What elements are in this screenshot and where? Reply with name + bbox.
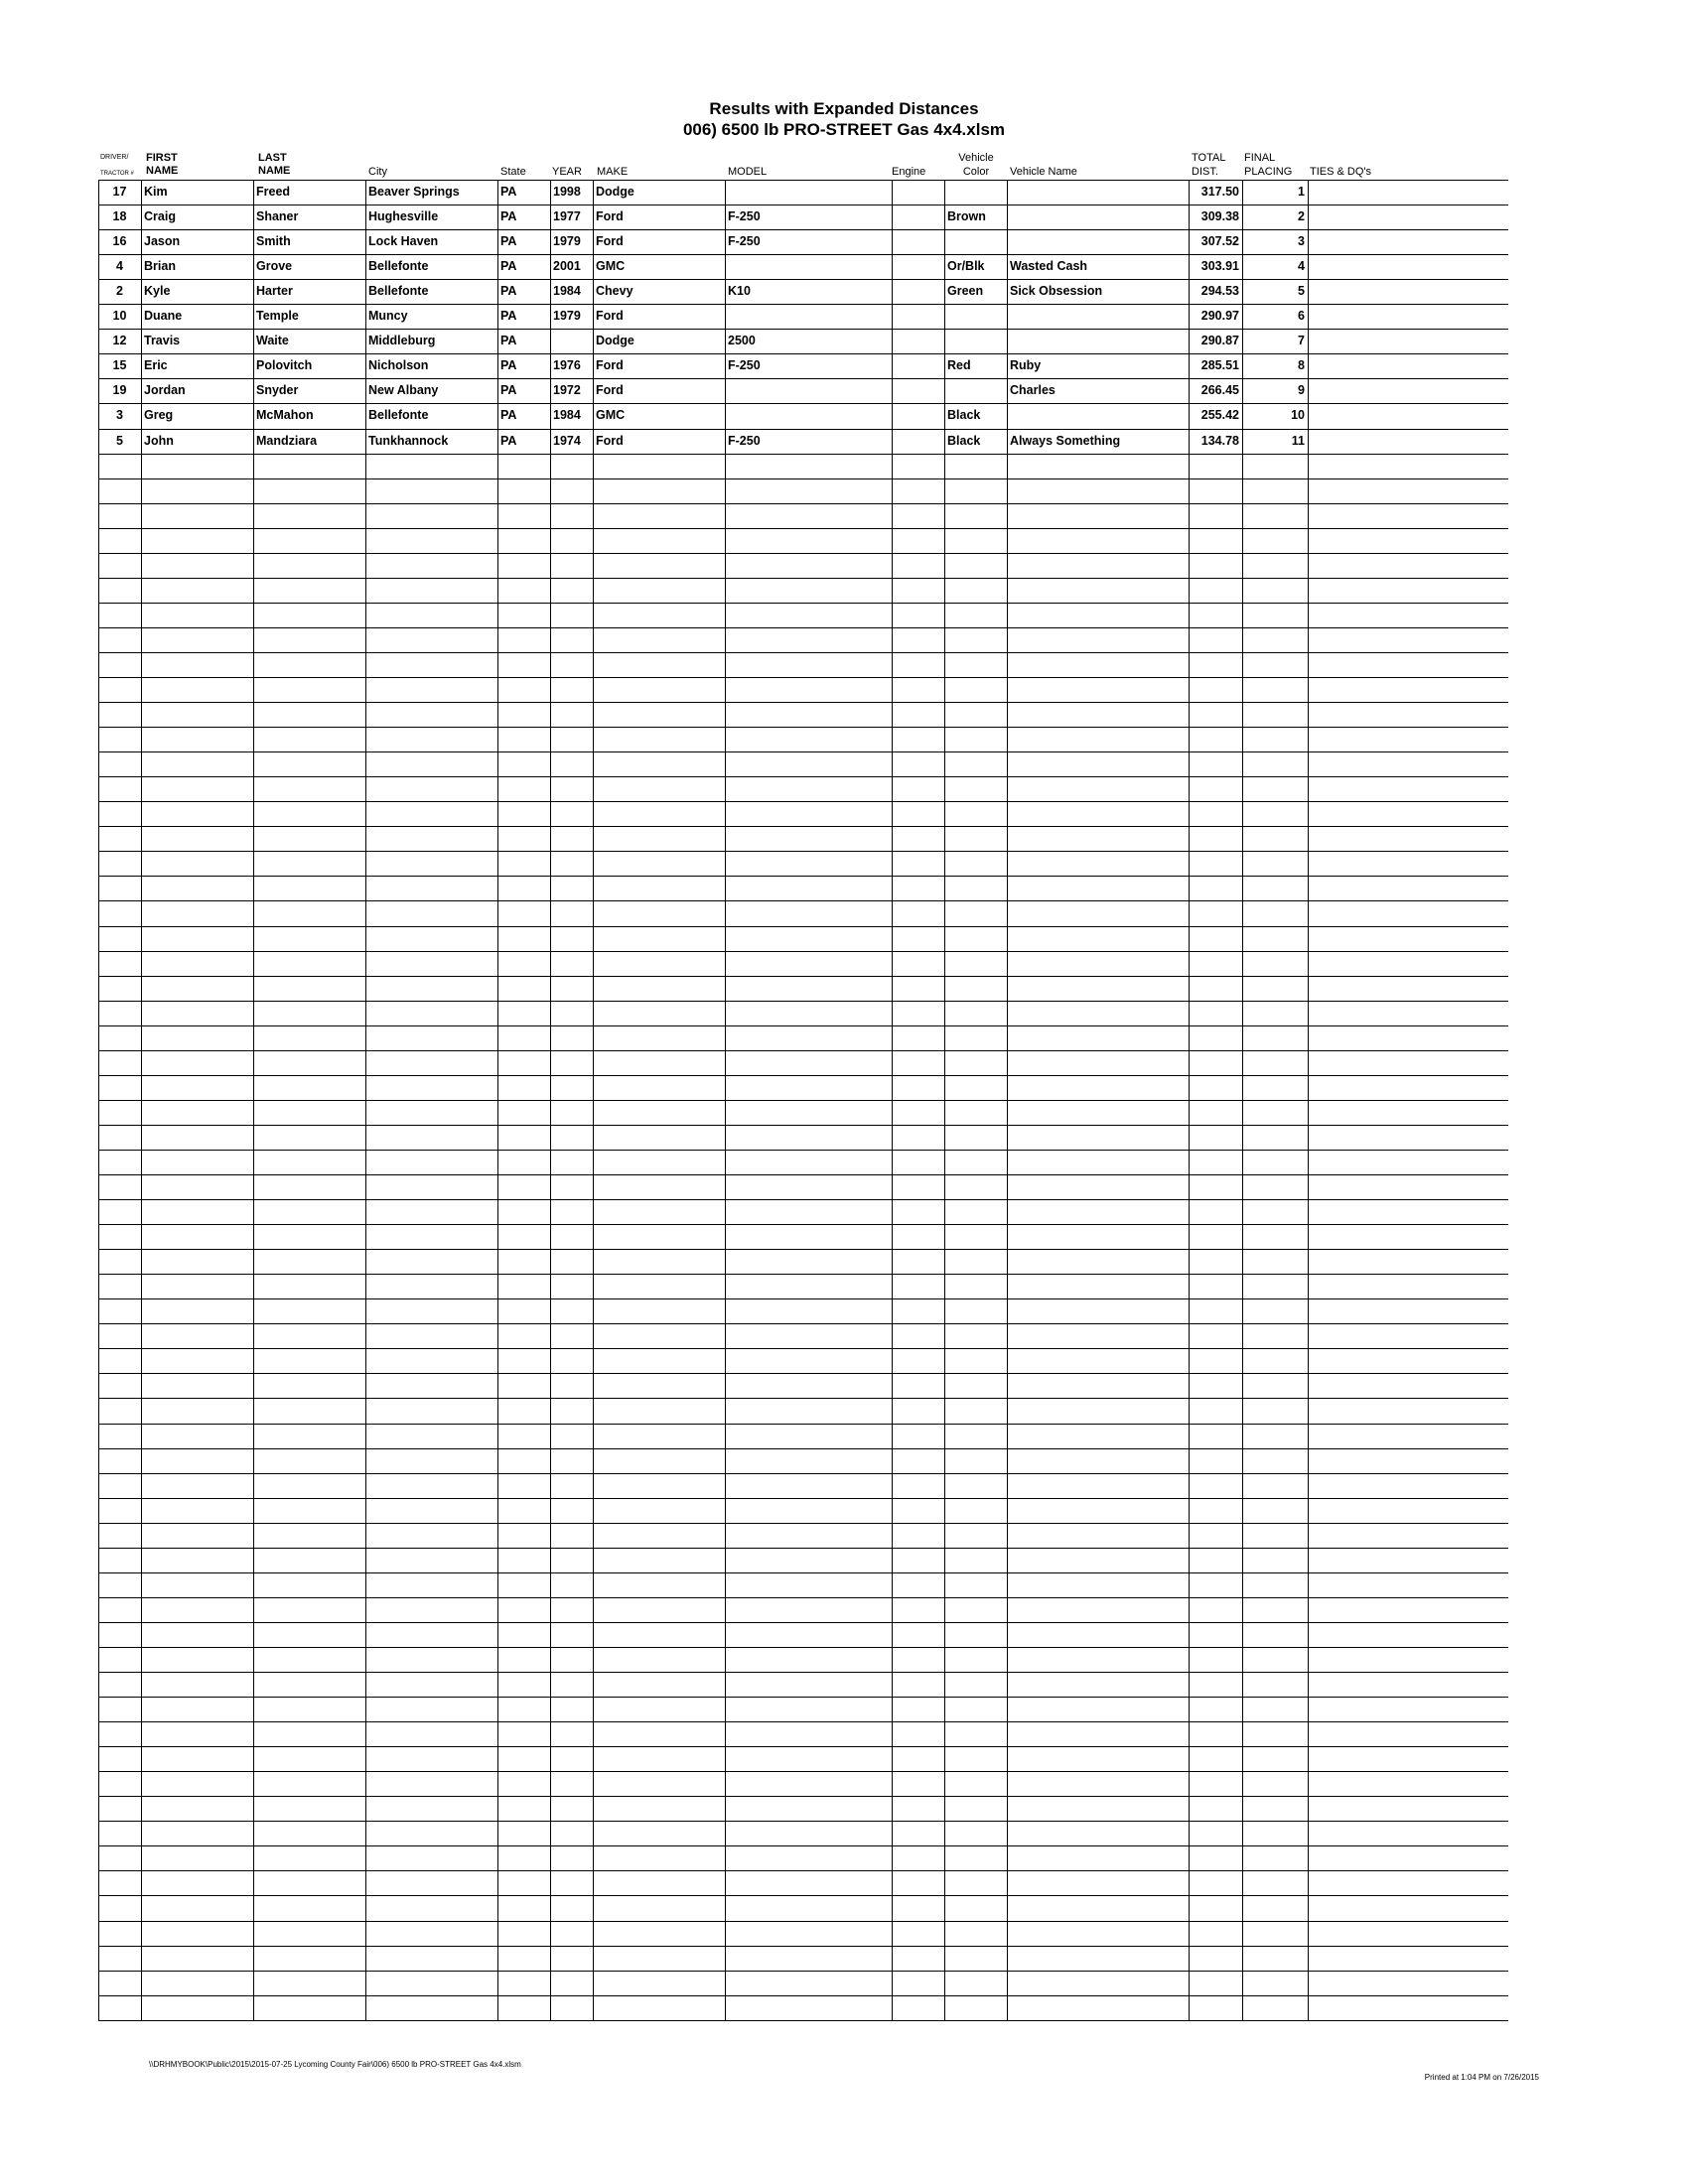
header-last-bottom: NAME (258, 165, 291, 177)
cell-place: 9 (1298, 383, 1305, 398)
cell-state: PA (500, 358, 517, 373)
cell-model: K10 (728, 284, 751, 299)
column-divider (1242, 180, 1243, 2020)
row-divider (98, 528, 1508, 529)
row-divider (98, 1672, 1508, 1673)
cell-num: 12 (112, 334, 127, 348)
cell-state: PA (500, 209, 517, 224)
cell-make: Ford (596, 234, 624, 249)
cell-last: Harter (256, 284, 293, 299)
row-divider (98, 1424, 1508, 1425)
row-divider (98, 1274, 1508, 1275)
cell-state: PA (500, 334, 517, 348)
row-divider (98, 1150, 1508, 1151)
row-divider (98, 1473, 1508, 1474)
column-divider (725, 180, 726, 2020)
row-divider (98, 1398, 1508, 1399)
header-vehicle-name: Vehicle Name (1010, 166, 1077, 178)
cell-first: Brian (144, 259, 176, 274)
row-divider (98, 1100, 1508, 1101)
cell-vname: Charles (1010, 383, 1055, 398)
column-divider (253, 180, 254, 2020)
cell-vname: Always Something (1010, 433, 1121, 448)
cell-city: Hughesville (368, 209, 439, 224)
cell-city: New Albany (368, 383, 439, 398)
cell-place: 7 (1298, 334, 1305, 348)
row-divider (98, 578, 1508, 579)
column-divider (1007, 180, 1008, 2020)
row-divider (98, 1523, 1508, 1524)
cell-year: 1972 (553, 383, 581, 398)
cell-dist: 134.78 (1200, 433, 1239, 448)
cell-make: Ford (596, 358, 624, 373)
cell-num: 18 (112, 209, 127, 224)
cell-model: F-250 (728, 234, 761, 249)
row-divider (98, 553, 1508, 554)
row-divider (98, 1548, 1508, 1549)
row-divider (98, 454, 1508, 455)
cell-color: Red (947, 358, 971, 373)
row-divider (98, 1971, 1508, 1972)
row-divider (98, 652, 1508, 653)
cell-city: Middleburg (368, 334, 436, 348)
cell-city: Muncy (368, 309, 408, 324)
row-divider (98, 776, 1508, 777)
cell-last: Smith (256, 234, 291, 249)
row-divider (98, 603, 1508, 604)
cell-year: 1979 (553, 309, 581, 324)
row-divider (98, 851, 1508, 852)
cell-first: Greg (144, 408, 174, 423)
cell-color: Black (947, 408, 981, 423)
cell-place: 5 (1298, 284, 1305, 299)
cell-year: 1974 (553, 433, 581, 448)
cell-make: Ford (596, 383, 624, 398)
cell-year: 1977 (553, 209, 581, 224)
cell-last: Mandziara (256, 433, 318, 448)
cell-city: Tunkhannock (368, 433, 449, 448)
cell-city: Beaver Springs (368, 185, 460, 199)
column-divider (1189, 180, 1190, 2020)
row-divider (98, 478, 1508, 479)
cell-num: 16 (112, 234, 127, 249)
column-divider (1308, 180, 1309, 2020)
row-divider (98, 1821, 1508, 1822)
header-engine: Engine (892, 166, 926, 178)
cell-make: Ford (596, 433, 624, 448)
row-divider (98, 1050, 1508, 1051)
row-divider (98, 727, 1508, 728)
cell-num: 15 (112, 358, 127, 373)
cell-model: 2500 (728, 334, 756, 348)
header-model: MODEL (728, 166, 768, 178)
cell-model: F-250 (728, 209, 761, 224)
row-divider (98, 1373, 1508, 1374)
row-divider (98, 702, 1508, 703)
row-divider (98, 1946, 1508, 1947)
row-divider (98, 1448, 1508, 1449)
header-total-top: TOTAL (1192, 152, 1226, 164)
row-divider (98, 1224, 1508, 1225)
cell-vname: Ruby (1010, 358, 1042, 373)
cell-first: Kim (144, 185, 168, 199)
cell-vname: Wasted Cash (1010, 259, 1088, 274)
row-divider (98, 1746, 1508, 1747)
file-path-footer: \\DRHMYBOOK\Public\2015\2015-07-25 Lycoming County Fair\006) 6500 lb PRO-STREET Gas 4x4.xlsm (149, 2060, 521, 2069)
cell-state: PA (500, 408, 517, 423)
cell-first: Kyle (144, 284, 171, 299)
row-divider (98, 1572, 1508, 1573)
cell-color: Black (947, 433, 981, 448)
row-divider (98, 1125, 1508, 1126)
cell-last: Waite (256, 334, 289, 348)
cell-first: Jason (144, 234, 181, 249)
cell-state: PA (500, 185, 517, 199)
cell-dist: 285.51 (1200, 358, 1239, 373)
cell-num: 19 (112, 383, 127, 398)
header-color-bottom: Color (962, 166, 990, 178)
cell-num: 10 (112, 309, 127, 324)
cell-first: Eric (144, 358, 168, 373)
results-table (98, 149, 1508, 2015)
cell-dist: 307.52 (1200, 234, 1239, 249)
cell-vname: Sick Obsession (1010, 284, 1103, 299)
column-divider (550, 180, 551, 2020)
cell-num: 2 (116, 284, 123, 299)
cell-state: PA (500, 259, 517, 274)
cell-make: GMC (596, 408, 626, 423)
row-divider (98, 900, 1508, 901)
cell-first: John (144, 433, 174, 448)
cell-make: Dodge (596, 185, 634, 199)
cell-year: 1998 (553, 185, 581, 199)
cell-year: 1976 (553, 358, 581, 373)
row-divider (98, 1199, 1508, 1200)
row-divider (98, 1298, 1508, 1299)
cell-dist: 303.91 (1200, 259, 1239, 274)
header-placing-bottom: PLACING (1244, 166, 1293, 178)
row-divider (98, 1796, 1508, 1797)
row-divider (98, 926, 1508, 927)
row-divider (98, 976, 1508, 977)
cell-year: 1984 (553, 408, 581, 423)
row-divider (98, 1921, 1508, 1922)
cell-color: Brown (947, 209, 986, 224)
header-driver-tractor-top: DRIVER/ (100, 154, 129, 161)
cell-state: PA (500, 234, 517, 249)
cell-last: Polovitch (256, 358, 313, 373)
cell-make: Ford (596, 309, 624, 324)
report-subtitle: 006) 6500 lb PRO-STREET Gas 4x4.xlsm (682, 120, 1006, 139)
row-divider (98, 254, 1508, 255)
cell-num: 4 (116, 259, 123, 274)
cell-state: PA (500, 284, 517, 299)
row-divider (98, 1597, 1508, 1598)
row-divider (98, 503, 1508, 504)
cell-model: F-250 (728, 358, 761, 373)
cell-dist: 317.50 (1200, 185, 1239, 199)
row-divider (98, 1771, 1508, 1772)
cell-make: GMC (596, 259, 626, 274)
cell-last: Grove (256, 259, 293, 274)
cell-year: 2001 (553, 259, 581, 274)
cell-model: F-250 (728, 433, 761, 448)
row-divider (98, 1323, 1508, 1324)
header-color-top: Vehicle (958, 152, 994, 164)
row-divider (98, 1498, 1508, 1499)
cell-dist: 255.42 (1200, 408, 1239, 423)
row-divider (98, 403, 1508, 404)
cell-last: Freed (256, 185, 291, 199)
cell-first: Jordan (144, 383, 186, 398)
row-divider (98, 1075, 1508, 1076)
header-total-bottom: DIST. (1192, 166, 1218, 178)
cell-color: Green (947, 284, 984, 299)
cell-place: 10 (1291, 408, 1305, 423)
cell-num: 17 (112, 185, 127, 199)
row-divider (98, 429, 1508, 430)
cell-year: 1984 (553, 284, 581, 299)
cell-place: 2 (1298, 209, 1305, 224)
cell-num: 3 (116, 408, 123, 423)
cell-year: 1979 (553, 234, 581, 249)
cell-city: Bellefonte (368, 284, 429, 299)
row-divider (98, 1721, 1508, 1722)
row-divider (98, 1697, 1508, 1698)
column-divider (497, 180, 498, 2020)
row-divider (98, 627, 1508, 628)
cell-place: 6 (1298, 309, 1305, 324)
row-divider (98, 229, 1508, 230)
row-divider (98, 2020, 1508, 2021)
cell-last: Snyder (256, 383, 299, 398)
report-title: Results with Expanded Distances (709, 99, 979, 118)
header-first-top: FIRST (146, 152, 178, 164)
cell-state: PA (500, 383, 517, 398)
cell-place: 3 (1298, 234, 1305, 249)
cell-place: 11 (1291, 433, 1305, 448)
cell-dist: 309.38 (1200, 209, 1239, 224)
row-divider (98, 1622, 1508, 1623)
cell-num: 5 (116, 433, 123, 448)
cell-last: Shaner (256, 209, 299, 224)
header-state: State (500, 166, 526, 178)
header-last-top: LAST (258, 152, 287, 164)
header-make: MAKE (597, 166, 629, 178)
row-divider (98, 378, 1508, 379)
cell-city: Nicholson (368, 358, 429, 373)
row-divider (98, 329, 1508, 330)
cell-make: Dodge (596, 334, 634, 348)
row-divider (98, 1895, 1508, 1896)
row-divider (98, 1249, 1508, 1250)
header-driver-tractor-bottom: TRACTOR # (100, 171, 134, 177)
row-divider (98, 826, 1508, 827)
cell-dist: 294.53 (1200, 284, 1239, 299)
row-divider (98, 677, 1508, 678)
row-divider (98, 1870, 1508, 1871)
column-divider (944, 180, 945, 2020)
cell-first: Travis (144, 334, 181, 348)
header-year: YEAR (552, 166, 582, 178)
cell-state: PA (500, 433, 517, 448)
cell-color: Or/Blk (947, 259, 985, 274)
column-divider (98, 180, 99, 2020)
row-divider (98, 751, 1508, 752)
header-ties-dqs: TIES & DQ's (1310, 166, 1371, 178)
cell-dist: 290.87 (1200, 334, 1239, 348)
cell-first: Duane (144, 309, 183, 324)
row-divider (98, 279, 1508, 280)
column-divider (892, 180, 893, 2020)
row-divider (98, 180, 1508, 181)
row-divider (98, 1025, 1508, 1026)
row-divider (98, 876, 1508, 877)
row-divider (98, 1647, 1508, 1648)
cell-last: McMahon (256, 408, 314, 423)
printed-timestamp-footer: Printed at 1:04 PM on 7/26/2015 (1424, 2073, 1539, 2082)
row-divider (98, 353, 1508, 354)
cell-last: Temple (256, 309, 299, 324)
header-placing-top: FINAL (1244, 152, 1276, 164)
row-divider (98, 1845, 1508, 1846)
header-city: City (368, 166, 387, 178)
cell-make: Chevy (596, 284, 633, 299)
row-divider (98, 801, 1508, 802)
cell-state: PA (500, 309, 517, 324)
row-divider (98, 1995, 1508, 1996)
cell-dist: 290.97 (1200, 309, 1239, 324)
cell-place: 8 (1298, 358, 1305, 373)
cell-dist: 266.45 (1200, 383, 1239, 398)
header-first-bottom: NAME (146, 165, 179, 177)
column-divider (141, 180, 142, 2020)
row-divider (98, 304, 1508, 305)
cell-first: Craig (144, 209, 176, 224)
row-divider (98, 1348, 1508, 1349)
cell-city: Lock Haven (368, 234, 439, 249)
row-divider (98, 1174, 1508, 1175)
cell-city: Bellefonte (368, 259, 429, 274)
row-divider (98, 951, 1508, 952)
cell-place: 1 (1298, 185, 1305, 199)
cell-city: Bellefonte (368, 408, 429, 423)
cell-place: 4 (1298, 259, 1305, 274)
column-divider (593, 180, 594, 2020)
row-divider (98, 1001, 1508, 1002)
cell-make: Ford (596, 209, 624, 224)
column-divider (365, 180, 366, 2020)
